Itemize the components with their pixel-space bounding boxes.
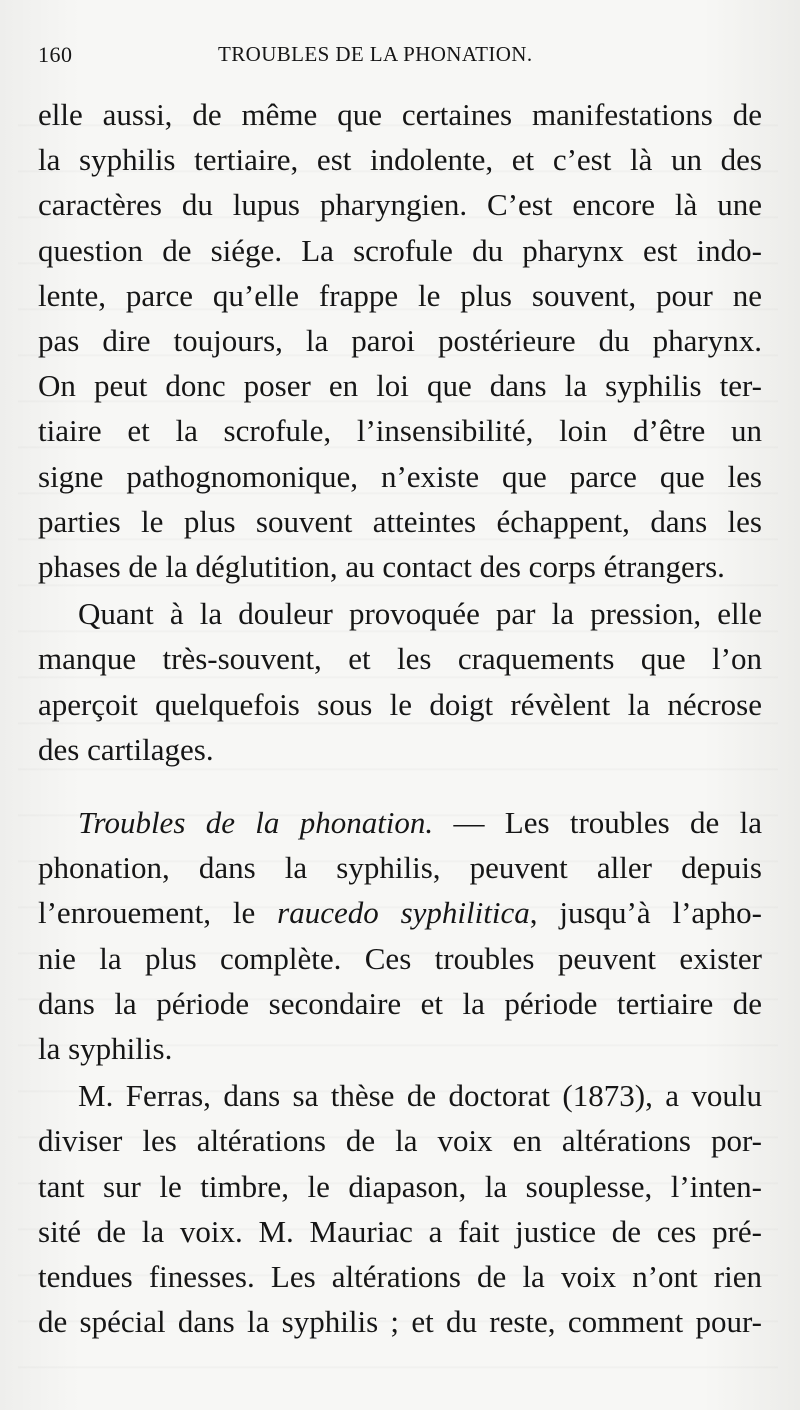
text-line: diviser les altérations de la voix en altérations por- — [38, 1123, 762, 1159]
running-title: TROUBLES DE LA PHONATION. — [218, 42, 533, 66]
text-line: signe pathognomonique, n’existe que parce que les — [38, 458, 762, 494]
page-number: 160 — [38, 42, 73, 67]
text-line: phases de la déglutition, au contact des corps étrangers. — [38, 549, 725, 585]
page-header — [38, 40, 762, 74]
text-line: Quant à la douleur provoquée par la pression, elle — [78, 596, 762, 632]
text-line: la syphilis. — [38, 1031, 173, 1067]
text-line: sité de la voix. M. Mauriac a fait justice de ces pré- — [38, 1213, 762, 1249]
text-line: dans la période secondaire et la période tertiaire de — [38, 985, 762, 1021]
section-heading-line — [38, 800, 762, 845]
text-line: On peut donc poser en loi que dans la syphilis ter- — [38, 368, 762, 404]
section-spacing — [38, 772, 762, 800]
section-heading-continuation: — Les troubles de la — [453, 805, 762, 841]
latin-term: raucedo syphilitica — [277, 895, 530, 931]
text-line-with-italic-term — [38, 890, 762, 935]
text-line: phonation, dans la syphilis, peuvent aller depuis — [38, 850, 762, 886]
text-line: la syphilis tertiaire, est indolente, et c’est là un des — [38, 142, 762, 178]
text-line: nie la plus complète. Ces troubles peuvent exister — [38, 940, 762, 976]
page-text — [38, 92, 762, 1344]
text-line: lente, parce qu’elle frappe le plus souvent, pour ne — [38, 277, 762, 313]
text-line: tendues finesses. Les altérations de la voix n’ont rien — [38, 1259, 762, 1295]
section-heading: Troubles de la phonation. — [78, 805, 434, 841]
text-line: tiaire et la scrofule, l’insensibilité, loin d’être un — [38, 413, 762, 449]
text-segment: , jusqu’à l’apho- — [529, 895, 762, 931]
text-segment: l’enrouement, le — [38, 895, 278, 931]
text-line: parties le plus souvent atteintes échappent, dans les — [38, 503, 762, 539]
text-line: question de siége. La scrofule du pharynx est indo- — [38, 232, 762, 268]
text-line: tant sur le timbre, le diapason, la souplesse, l’inten- — [38, 1168, 762, 1204]
text-line: elle aussi, de même que certaines manifestations de — [38, 97, 762, 132]
text-line: de spécial dans la syphilis ; et du reste, comment pour- — [38, 1304, 762, 1340]
text-line: M. Ferras, dans sa thèse de doctorat (1873), a voulu — [78, 1078, 762, 1114]
text-line: manque très-souvent, et les craquements que l’on — [38, 641, 762, 677]
text-line: aperçoit quelquefois sous le doigt révèlent la nécrose — [38, 686, 762, 722]
text-line: caractères du lupus pharyngien. C’est encore là une — [38, 187, 762, 223]
text-line: pas dire toujours, la paroi postérieure du pharynx. — [38, 323, 762, 359]
text-line: des cartilages. — [38, 731, 214, 767]
